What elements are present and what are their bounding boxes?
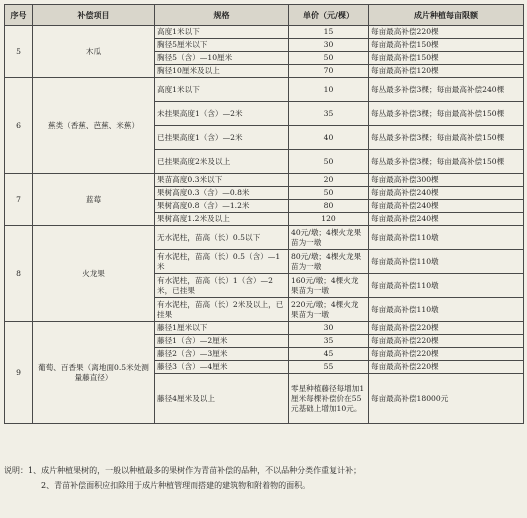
row-item: 蓝莓 xyxy=(33,174,155,226)
row-price: 零星种植藤径每增加1厘米每棵补偿价在55元基础上增加10元。 xyxy=(289,374,369,424)
table-row xyxy=(5,322,524,335)
row-price: 15 xyxy=(289,26,369,39)
row-spec: 果苗高度0.3米以下 xyxy=(155,174,289,187)
row-limit: 每亩最高补偿220棵 xyxy=(369,322,524,335)
row-price: 40 xyxy=(289,126,369,150)
row-no: 6 xyxy=(5,78,33,174)
table-row xyxy=(5,78,524,102)
row-limit: 每亩最高补偿120棵 xyxy=(369,65,524,78)
row-price: 55 xyxy=(289,361,369,374)
row-limit: 每丛最多补偿3棵；每亩最高补偿150棵 xyxy=(369,150,524,174)
row-price: 70 xyxy=(289,65,369,78)
row-spec: 果树高度0.8（含）—1.2米 xyxy=(155,200,289,213)
row-item: 葡萄、百香果（离地面0.5米处测量藤直径） xyxy=(33,322,155,424)
row-limit: 每丛最多补偿3棵；每亩最高补偿240棵 xyxy=(369,78,524,102)
row-price: 10 xyxy=(289,78,369,102)
row-spec: 有水泥柱，苗高（长）2米及以上，已挂果 xyxy=(155,298,289,322)
row-item: 火龙果 xyxy=(33,226,155,322)
row-price: 80元/墩；4棵火龙果苗为一墩 xyxy=(289,250,369,274)
row-spec: 已挂果高度2米及以上 xyxy=(155,150,289,174)
header-item: 补偿项目 xyxy=(33,5,155,26)
header-no: 序号 xyxy=(5,5,33,26)
row-spec: 高度1米以下 xyxy=(155,78,289,102)
header-limit: 成片种植每亩限额 xyxy=(369,5,524,26)
row-limit: 每亩最高补偿220棵 xyxy=(369,348,524,361)
table-header-row xyxy=(5,5,524,26)
row-spec: 胸径5厘米以下 xyxy=(155,39,289,52)
row-spec: 藤径2（含）—3厘米 xyxy=(155,348,289,361)
row-item: 蕉类（香蕉、芭蕉、米蕉） xyxy=(33,78,155,174)
row-limit: 每亩最高补偿240棵 xyxy=(369,200,524,213)
row-limit: 每亩最高补偿110墩 xyxy=(369,274,524,298)
row-no: 5 xyxy=(5,26,33,78)
row-spec: 未挂果高度1（含）—2米 xyxy=(155,102,289,126)
row-spec: 藤径1厘米以下 xyxy=(155,322,289,335)
row-spec: 果树高度0.3（含）—0.8米 xyxy=(155,187,289,200)
row-spec: 无水泥柱，苗高（长）0.5以下 xyxy=(155,226,289,250)
row-spec: 有水泥柱，苗高（长）0.5（含）—1米 xyxy=(155,250,289,274)
row-spec: 果树高度1.2米及以上 xyxy=(155,213,289,226)
row-price: 160元/墩；4棵火龙果苗为一墩 xyxy=(289,274,369,298)
row-limit: 每亩最高补偿240棵 xyxy=(369,187,524,200)
row-limit: 每亩最高补偿220棵 xyxy=(369,361,524,374)
row-price: 120 xyxy=(289,213,369,226)
row-price: 45 xyxy=(289,348,369,361)
row-price: 50 xyxy=(289,150,369,174)
row-limit: 每亩最高补偿150棵 xyxy=(369,52,524,65)
row-spec: 藤径1（含）—2厘米 xyxy=(155,335,289,348)
row-no: 9 xyxy=(5,322,33,424)
header-spec: 规格 xyxy=(155,5,289,26)
row-spec: 藤径4厘米及以上 xyxy=(155,374,289,424)
row-limit: 每亩最高补偿150棵 xyxy=(369,39,524,52)
row-spec: 藤径3（含）—4厘米 xyxy=(155,361,289,374)
row-spec: 高度1米以下 xyxy=(155,26,289,39)
row-limit: 每亩最高补偿110墩 xyxy=(369,250,524,274)
row-no: 7 xyxy=(5,174,33,226)
row-price: 20 xyxy=(289,174,369,187)
row-price: 35 xyxy=(289,335,369,348)
row-price: 30 xyxy=(289,322,369,335)
row-limit: 每亩最高补偿240棵 xyxy=(369,213,524,226)
row-spec: 胸径5（含）—10厘米 xyxy=(155,52,289,65)
row-limit: 每亩最高补偿110墩 xyxy=(369,226,524,250)
row-no: 8 xyxy=(5,226,33,322)
table-row xyxy=(5,226,524,250)
row-limit: 每丛最多补偿3棵；每亩最高补偿150棵 xyxy=(369,126,524,150)
row-limit: 每亩最高补偿18000元 xyxy=(369,374,524,424)
row-spec: 已挂果高度1（含）—2米 xyxy=(155,126,289,150)
row-price: 40元/墩；4棵火龙果苗为一墩 xyxy=(289,226,369,250)
row-price: 50 xyxy=(289,187,369,200)
row-item: 木瓜 xyxy=(33,26,155,78)
compensation-table xyxy=(4,4,524,424)
table-row xyxy=(5,26,524,39)
note-1: 说明：1、成片种植果树的，一般以种植最多的果树作为青苗补偿的品种，不以品种分类作重复计补； xyxy=(4,466,362,475)
row-spec: 胸径10厘米及以上 xyxy=(155,65,289,78)
row-price: 35 xyxy=(289,102,369,126)
row-limit: 每亩最高补偿110墩 xyxy=(369,298,524,322)
row-limit: 每亩最高补偿220棵 xyxy=(369,335,524,348)
row-price: 220元/墩；4棵火龙果苗为一墩 xyxy=(289,298,369,322)
note-2: 2、青苗补偿面积应扣除用于成片种植管理而搭建的建筑物和附着物的面积。 xyxy=(41,481,311,490)
row-price: 30 xyxy=(289,39,369,52)
notes xyxy=(4,463,523,493)
row-limit: 每亩最高补偿300棵 xyxy=(369,174,524,187)
header-price: 单价（元/棵） xyxy=(289,5,369,26)
row-price: 80 xyxy=(289,200,369,213)
row-spec: 有水泥柱，苗高（长）1（含）—2米，已挂果 xyxy=(155,274,289,298)
row-price: 50 xyxy=(289,52,369,65)
row-limit: 每亩最高补偿220棵 xyxy=(369,26,524,39)
table-row xyxy=(5,174,524,187)
row-limit: 每丛最多补偿3棵；每亩最高补偿150棵 xyxy=(369,102,524,126)
